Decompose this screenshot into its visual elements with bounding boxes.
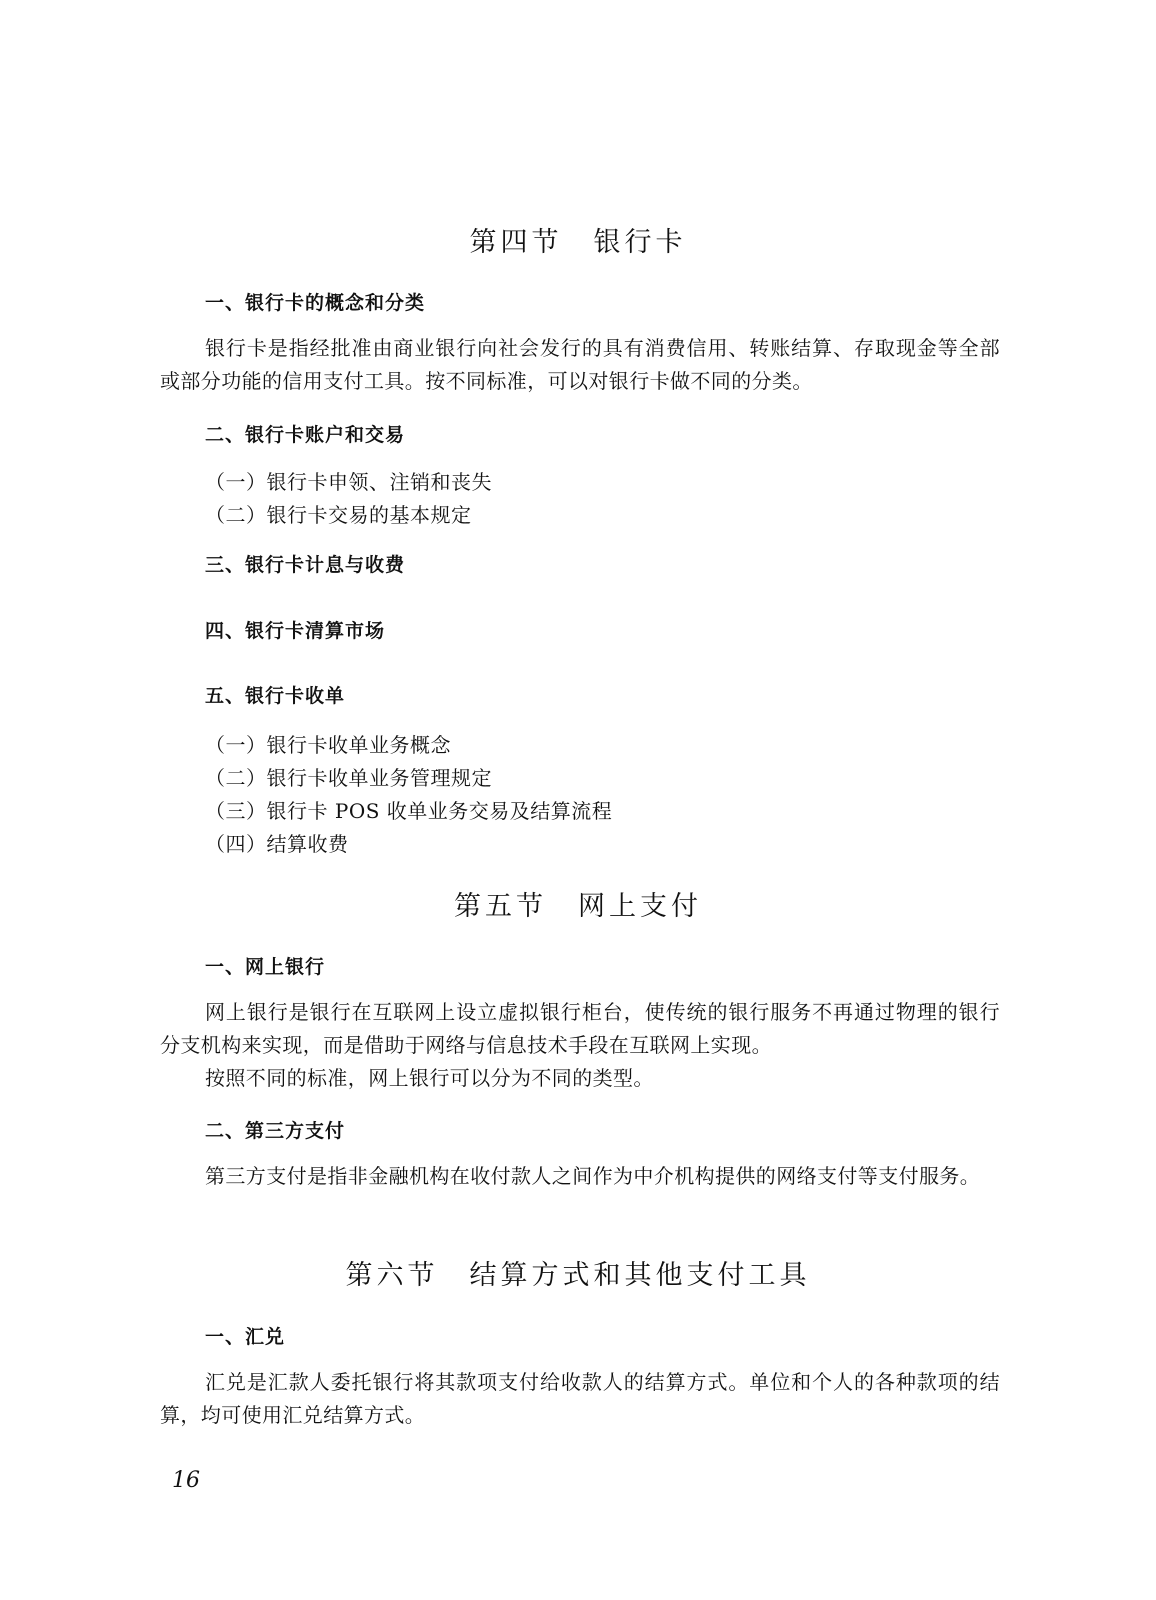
list-item-account-2: （二）银行卡交易的基本规定 xyxy=(205,503,472,527)
paragraph-online-banking: 网上银行是银行在互联网上设立虚拟银行柜台，使传统的银行服务不再通过物理的银行分支机构来实现，而是借助于网络与信息技术手段在互联网上实现。 xyxy=(160,1000,1000,1057)
list-item-acquiring-2: （二）银行卡收单业务管理规定 xyxy=(205,766,492,790)
heading-third-party-payment: 二、第三方支付 xyxy=(205,1120,346,1142)
paragraph-online-banking-types: 按照不同的标准，网上银行可以分为不同的类型。 xyxy=(205,1066,654,1090)
heading-remittance: 一、汇兑 xyxy=(205,1326,286,1348)
heading-card-account: 二、银行卡账户和交易 xyxy=(205,424,406,446)
section-title-4: 第四节 银行卡 xyxy=(469,227,687,258)
heading-card-acquiring: 五、银行卡收单 xyxy=(205,685,346,707)
paragraph-remittance: 汇兑是汇款人委托银行将其款项支付给收款人的结算方式。单位和个人的各种款项的结算，均可使用汇兑结算方式。 xyxy=(160,1370,1000,1427)
list-item-acquiring-3: （三）银行卡 POS 收单业务交易及结算流程 xyxy=(205,799,613,823)
list-item-acquiring-1: （一）银行卡收单业务概念 xyxy=(205,733,451,757)
paragraph-third-party-payment: 第三方支付是指非金融机构在收付款人之间作为中介机构提供的网络支付等支付服务。 xyxy=(205,1164,981,1188)
section-title-6: 第六节 结算方式和其他支付工具 xyxy=(345,1260,811,1291)
page-number: 16 xyxy=(172,1468,200,1493)
paragraph-card-definition: 银行卡是指经批准由商业银行向社会发行的具有消费信用、转账结算、存取现金等全部或部分功能的信用支付工具。按不同标准，可以对银行卡做不同的分类。 xyxy=(160,336,1000,393)
heading-online-banking: 一、网上银行 xyxy=(205,956,326,978)
list-item-account-1: （一）银行卡申领、注销和丧失 xyxy=(205,470,492,494)
heading-card-interest: 三、银行卡计息与收费 xyxy=(205,554,406,576)
heading-card-concept: 一、银行卡的概念和分类 xyxy=(205,292,426,314)
list-item-acquiring-4: （四）结算收费 xyxy=(205,832,349,856)
heading-card-clearing: 四、银行卡清算市场 xyxy=(205,620,386,642)
section-title-5: 第五节 网上支付 xyxy=(454,891,702,922)
